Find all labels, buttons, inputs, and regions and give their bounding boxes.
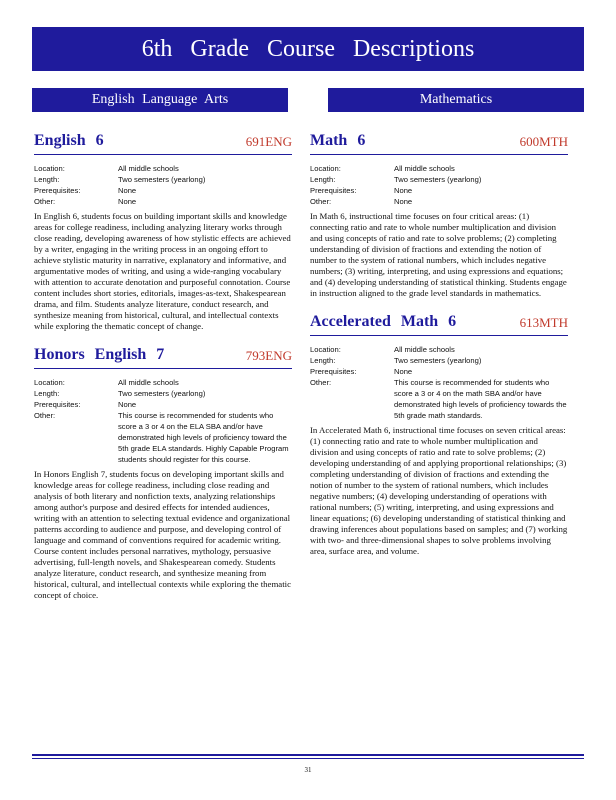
other-value: This course is recommended for students who score a 3 or 4 on the ELA SBA and/or have demonstrated high levels of proficiency toward the 5th grade ELA standards. Highly Capable Program students should register for this course. [118, 411, 289, 464]
length-value: Two semesters (yearlong) [118, 175, 206, 184]
prerequisites-value: None [118, 400, 137, 409]
course-title: Math 6 [310, 132, 366, 149]
prerequisites-label: Prerequisites: [34, 400, 81, 409]
length-label: Length: [34, 389, 60, 398]
course-math-6 [310, 132, 568, 299]
footer-rule-thin [32, 758, 584, 759]
course-title: Accelerated Math 6 [310, 313, 457, 330]
course-accelerated-math-6 [310, 313, 568, 557]
course-title: Honors English 7 [34, 346, 165, 363]
course-header [310, 132, 568, 155]
section-header-ela: English Language Arts [32, 88, 288, 112]
course-info [310, 163, 568, 207]
course-header [34, 346, 292, 369]
section-header-math: Mathematics [328, 88, 584, 112]
course-info [310, 344, 568, 421]
location-label: Location: [310, 164, 341, 173]
course-code: 613MTH [519, 315, 568, 330]
length-value: Two semesters (yearlong) [394, 175, 482, 184]
other-label: Other: [310, 197, 332, 206]
course-code: 600MTH [519, 134, 568, 149]
course-code: 793ENG [245, 348, 292, 363]
course-header [34, 132, 292, 155]
other-value: None [118, 197, 137, 206]
ela-column [34, 132, 292, 601]
course-header [310, 313, 568, 336]
course-honors-english-7 [34, 346, 292, 601]
length-value: Two semesters (yearlong) [394, 356, 482, 365]
other-value: This course is recommended for students who score a 3 or 4 on the math SBA and/or have demonstrated high levels of proficiency towards the 5th grade math standards. [394, 378, 567, 420]
other-label: Other: [34, 411, 56, 420]
course-english-6 [34, 132, 292, 332]
location-value: All middle schools [394, 164, 455, 173]
prerequisites-value: None [394, 367, 413, 376]
page-number: 31 [304, 766, 312, 774]
other-value: None [394, 197, 413, 206]
course-description: In English 6, students focus on building important skills and knowledge areas for college readiness, including analyzing literary works through close reading, developing awareness of how stylistic effects are achieved by a writer, engaging in the writing process in an ongoing effort to achieve stylistic maturity in narrative, explanatory and informative, and argumentative modes of writing, and using a wide-ranging vocabulary with attention to accurate denotation and purposeful connotation. Course content includes short stories, editorials, images-as-text, Shakespearean drama, and film. Students analyze literature, conduct research, and synthesize meaning from historical, cultural, and intellectual contexts while exploring the thematic concept of change. [34, 211, 291, 331]
location-label: Location: [34, 164, 65, 173]
length-label: Length: [310, 175, 336, 184]
length-label: Length: [310, 356, 336, 365]
course-info [34, 377, 292, 465]
length-value: Two semesters (yearlong) [118, 389, 206, 398]
location-label: Location: [34, 378, 65, 387]
course-description: In Math 6, instructional time focuses on four critical areas: (1) connecting ratio and rate to whole number multiplication and division and using concepts of ratio and rate to solve problems; (2) completing understanding of division of fractions and extending the notion of number to the system of rational numbers, which includes negative numbers; (3) writing, interpreting, and using expressions and equations; and (4) developing understanding of statistical thinking. Students engage in instruction aligned to the grade level standards in mathematics. [310, 211, 567, 298]
course-info [34, 163, 292, 207]
location-value: All middle schools [118, 164, 179, 173]
course-description: In Honors English 7, students focus on developing important skills and knowledge areas for college readiness, including close reading and analysis of both literary and nonfiction texts, analyzing relationships among author's purpose and desired effects for intended audiences, writing with an attention to selecting textual evidence and organizational patterns according to audience and purpose, and developing control of language and command of conventions required for academic writing. Course content includes personal narratives, mythology, persuasive advertising, full-length novels, and Shakespearean comedy. Students analyze literature, conduct research, and synthesize meaning from historical, cultural, and intellectual contexts while exploring the thematic concept of choice. [34, 469, 291, 600]
other-label: Other: [310, 378, 332, 387]
location-value: All middle schools [118, 378, 179, 387]
prerequisites-label: Prerequisites: [34, 186, 81, 195]
location-label: Location: [310, 345, 341, 354]
length-label: Length: [34, 175, 60, 184]
course-description: In Accelerated Math 6, instructional time focuses on seven critical areas: (1) connecting ratio and rate to whole number multiplication and division and using concepts of ratio and rate to solve problems; (2) developing understanding of and applying proportional relationships; (3) completing understanding of division of fractions and extending the notion of number to the system of rational numbers, which includes negative numbers; (4) developing understanding of operations with rational numbers; (5) writing, interpreting, and using expressions and linear equations; (6) developing understanding of statistical thinking and drawing inferences about populations based on samples; and (7) working with two- and three-dimensional shapes to solve problems involving area, surface area, and volume. [310, 425, 568, 556]
course-title: English 6 [34, 132, 104, 149]
prerequisites-value: None [118, 186, 137, 195]
footer-rule [32, 754, 584, 756]
course-code: 691ENG [245, 134, 292, 149]
math-column [310, 132, 568, 557]
prerequisites-label: Prerequisites: [310, 367, 357, 376]
location-value: All middle schools [394, 345, 455, 354]
prerequisites-value: None [394, 186, 413, 195]
page-title: 6th Grade Course Descriptions [32, 27, 584, 71]
other-label: Other: [34, 197, 56, 206]
prerequisites-label: Prerequisites: [310, 186, 357, 195]
